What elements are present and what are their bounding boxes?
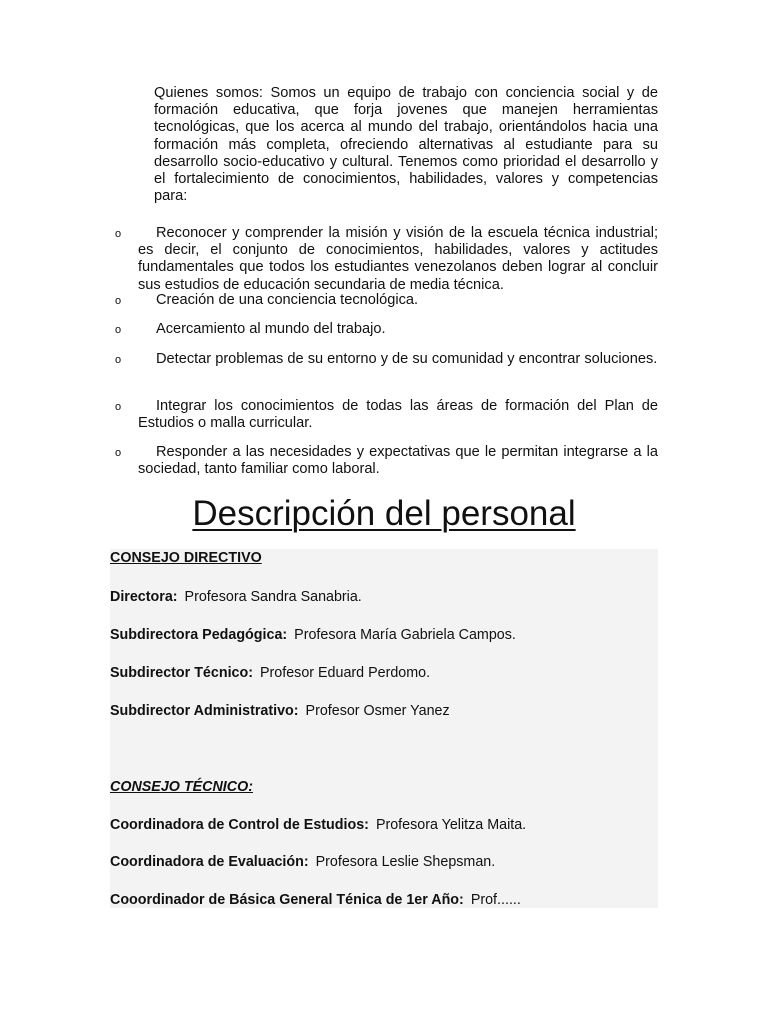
- list-item: [115, 351, 658, 368]
- staff-name: Profesora Yelitza Maita.: [375, 817, 527, 833]
- staff-role: Coordinadora de Control de Estudios:: [110, 817, 369, 833]
- staff-name: Profesora María Gabriela Campos.: [294, 627, 516, 643]
- staff-name: Profesora Leslie Shepsman.: [315, 854, 496, 870]
- staff-row: [110, 892, 521, 909]
- list-item: [115, 444, 658, 478]
- staff-role: Subdirectora Pedagógica:: [110, 627, 288, 643]
- list-item-text: Responder a las necesidades y expectativas que le permitan integrarse a la sociedad, tanto familiar como laboral.: [138, 444, 658, 478]
- staff-row: [110, 703, 450, 720]
- staff-name: Prof......: [470, 892, 521, 908]
- staff-row: [110, 817, 526, 834]
- staff-name: Profesor Eduard Perdomo.: [260, 665, 431, 681]
- staff-role: Subdirector Administrativo:: [110, 703, 299, 719]
- list-item-text: Acercamiento al mundo del trabajo.: [156, 321, 386, 337]
- list-item-text: Detectar problemas de su entorno y de su comunidad y encontrar soluciones.: [156, 351, 658, 367]
- bullet-marker-icon: o: [115, 228, 122, 240]
- staff-role: Subdirector Técnico:: [110, 665, 253, 681]
- list-item: [115, 292, 658, 309]
- list-item: [115, 225, 658, 294]
- list-item-text: Creación de una conciencia tecnológica.: [156, 292, 419, 308]
- staff-role: Cooordinador de Básica General Ténica de 1er Año:: [110, 892, 464, 908]
- list-item-text: Integrar los conocimientos de todas las áreas de formación del Plan de Estudios o malla curricular.: [138, 398, 658, 432]
- section-title: CONSEJO TÉCNICO:: [110, 779, 253, 795]
- staff-role: Coordinadora de Evaluación:: [110, 854, 309, 870]
- staff-role: Directora:: [110, 589, 178, 605]
- staff-row: [110, 627, 516, 644]
- consejo-directivo-title: [110, 550, 262, 567]
- bullet-marker-icon: o: [115, 447, 122, 459]
- staff-name: Profesor Osmer Yanez: [305, 703, 450, 719]
- list-item: [115, 398, 658, 432]
- list-item: [115, 321, 658, 338]
- staff-name: Profesora Sandra Sanabria.: [184, 589, 362, 605]
- intro-paragraph: Quienes somos: Somos un equipo de trabajo con conciencia social y de formación educativa, que forja jovenes que manejen herramientas tecnológicas, que los acerca al mundo del trabajo, orientándolos hacia una formación más completa, ofreciendo alternativas al estudiante para su desarrollo socio-educativo y cultural. Tenemos como prioridad el desarrollo y el fortalecimiento de conocimientos, habilidades, valores y competencias para:: [154, 85, 658, 205]
- bullet-marker-icon: o: [115, 295, 122, 307]
- staff-row: [110, 854, 495, 871]
- section-title: CONSEJO DIRECTIVO: [110, 550, 262, 566]
- staff-row: [110, 665, 430, 682]
- consejo-tecnico-title: [110, 779, 253, 796]
- bullet-marker-icon: o: [115, 324, 122, 336]
- section-heading: Descripción del personal: [192, 494, 576, 533]
- list-item-text: Reconocer y comprender la misión y visión de la escuela técnica industrial; es decir, el conjunto de conocimientos, habilidades, valores y actitudes fundamentales que todos los estudiantes venezolanos deben lograr al concluir sus estudios de educación secundaria de media técnica.: [138, 225, 658, 293]
- bullet-marker-icon: o: [115, 401, 122, 413]
- staff-row: [110, 589, 362, 606]
- bullet-marker-icon: o: [115, 354, 122, 366]
